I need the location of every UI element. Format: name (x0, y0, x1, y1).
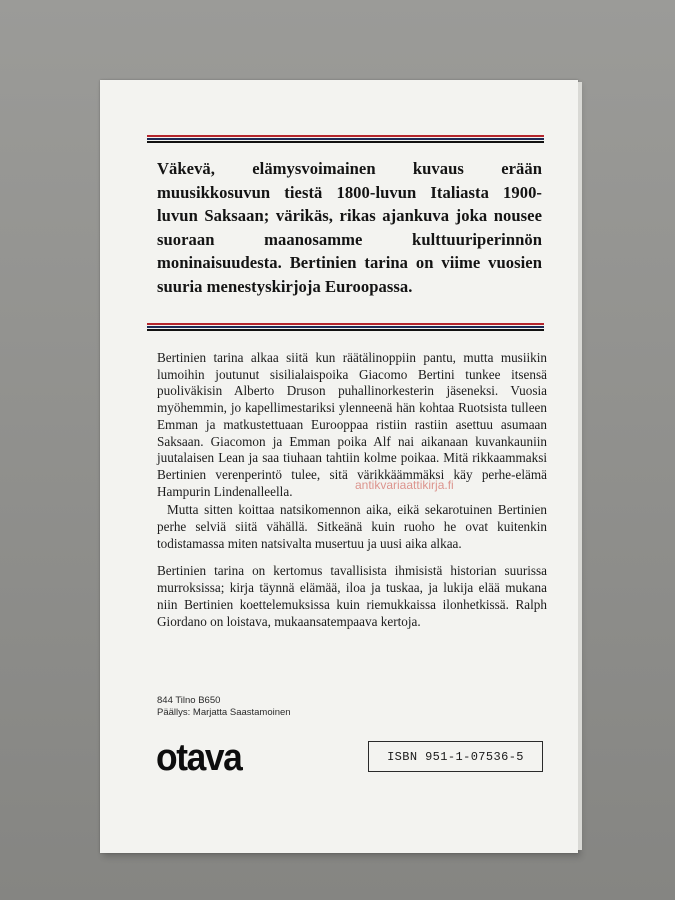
synopsis (157, 350, 547, 630)
cover-designer: Päällys: Marjatta Saastamoinen (157, 707, 291, 718)
tricolor-rule-bottom (147, 323, 544, 330)
synopsis-paragraph-1: Bertinien tarina alkaa siitä kun räätälinoppiin pantu, mutta musiikin lumoihin joutunut sisilialaispoika Giacomo Bertini tunkee itsensä puoliväkisin Alberto Druson puhallinorkesterin jäseneksi. Vuosia myöhemmin, jo kapellimestariksi ylenneenä hän kohtaa Ruotsista tulleen Emman ja matkustettuaan Eurooppaa ristiin rastiin asettuu asumaan Saksaan. Giacomon ja Emman poika Alf nai aikanaan kuvankauniin juutalaisen Lean ja saa tiuhaan tahtiin kolme poikaa. Mitä rikkaammaksi Bertinien verenperintö tulee, sitä värikkäämmäksi käy perhe-elämä Hampurin Lindenalleella. (157, 350, 547, 499)
tricolor-rule-top (147, 135, 544, 142)
synopsis-paragraph-2: Mutta sitten koittaa natsikomennon aika, eikä sekarotuinen Bertinien perhe selviä siitä vähällä. Sitkeänä kuin ruoho he ovat kuitenkin todistamassa miten natsivalta musertuu ja uusi aika alkaa. (157, 502, 547, 551)
blurb-text: Väkevä, elämysvoimainen kuvaus erään muusikkosuvun tiestä 1800-luvun Italiasta 1900-luvun Saksaan; värikäs, rikas ajankuva joka nousee suoraan maanosamme kulttuuriperinnön moninaisuudesta. Bertinien tarina on viime vuosien suuria menestyskirjoja Euroopassa. (157, 159, 542, 296)
rule-stripe-black (147, 329, 544, 331)
synopsis-paragraph-3: Bertinien tarina on kertomus tavallisista ihmisistä historian suurissa murroksissa; kirja täynnä elämää, iloa ja tuskaa, ja lukija elää mukana niin Bertinien koettelemuksissa kuin riemukkaissa ilonhetkissä. Ralph Giordano on loistava, mukaansatempaava kertoja. (157, 563, 547, 629)
rule-stripe-black (147, 141, 544, 143)
isbn-box (368, 741, 543, 772)
watermark-text: antikvariaattikirja.fi (355, 478, 454, 492)
book-back-cover (100, 80, 578, 853)
publisher-logo: otava (156, 737, 242, 779)
isbn-number: ISBN 951-1-07536-5 (387, 749, 524, 764)
catalog-code: 844 Tilno B650 (157, 695, 221, 706)
cover-edge (578, 82, 582, 850)
credits (157, 695, 291, 719)
